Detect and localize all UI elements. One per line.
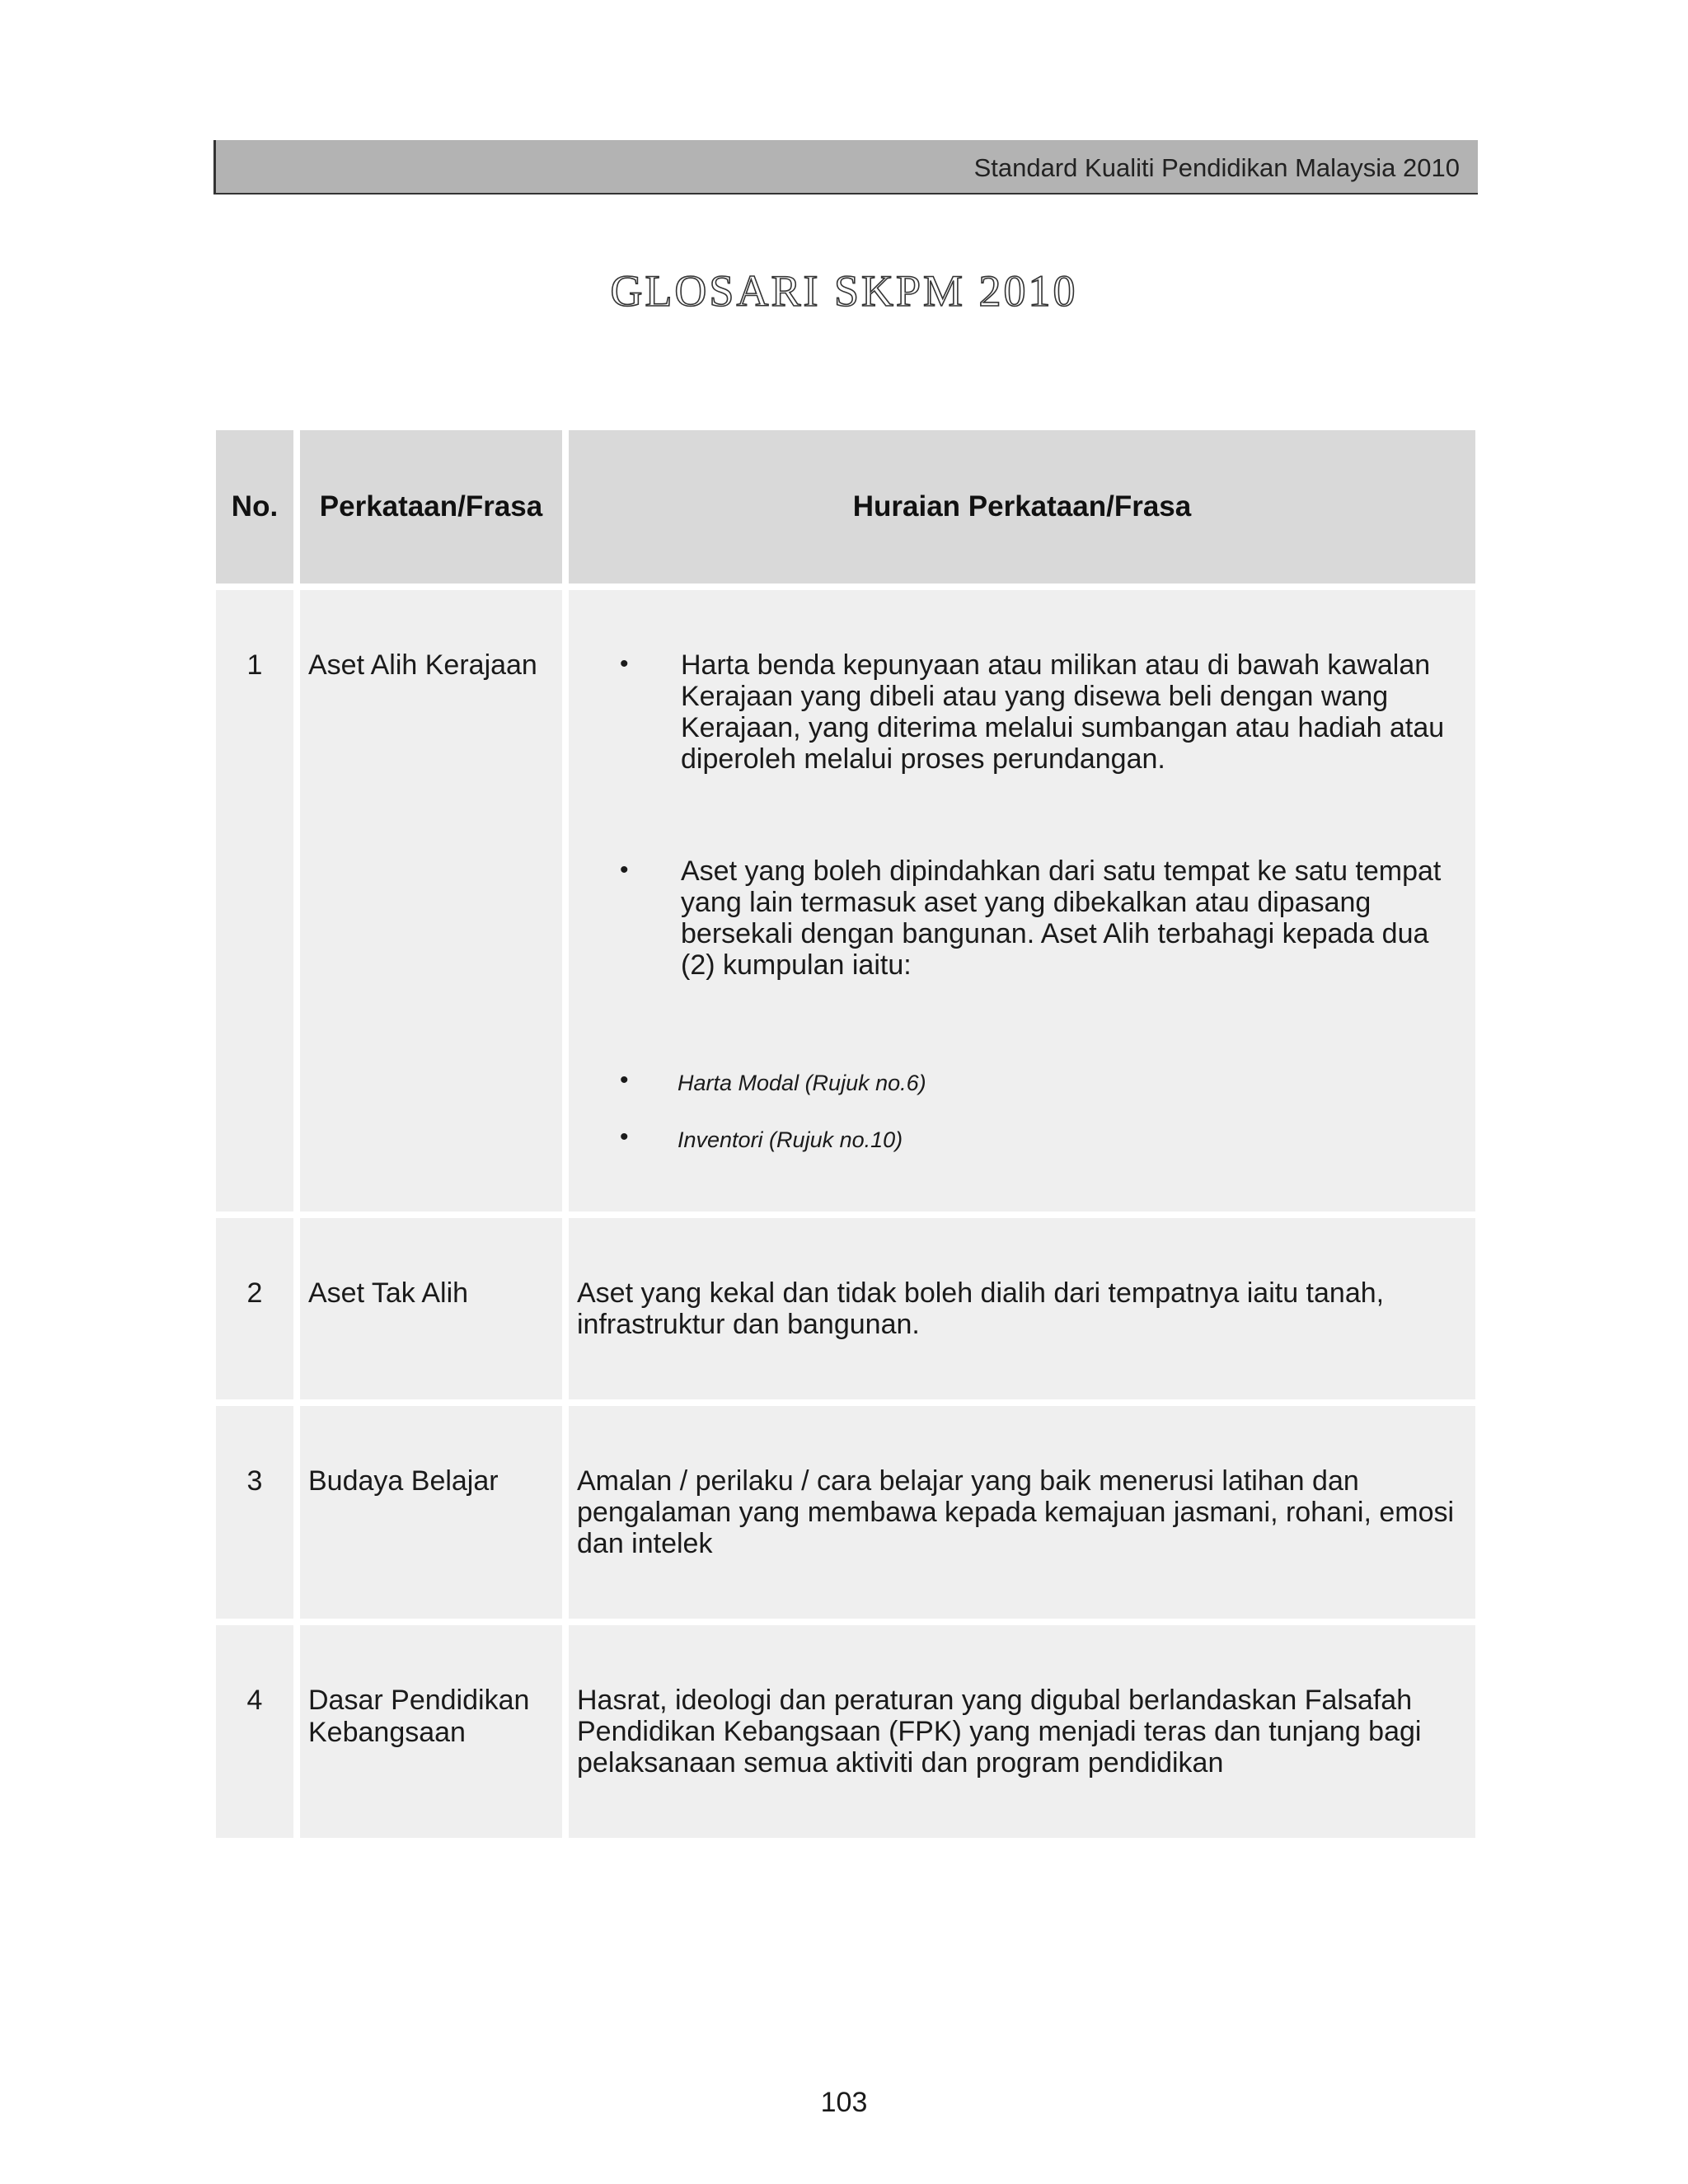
bullet-mark: • xyxy=(620,1066,629,1094)
row-4-number: 4 xyxy=(246,1685,263,1716)
table-row-1-no-cell xyxy=(216,590,293,1212)
running-header-title: Standard Kualiti Pendidikan Malaysia 2010 xyxy=(973,153,1460,182)
row-1-number: 1 xyxy=(246,649,263,681)
page-title: GLOSARI SKPM 2010 xyxy=(610,266,1078,316)
table-row-3-description-cell xyxy=(569,1406,1475,1619)
header-term-label: Perkataan/Frasa xyxy=(319,490,543,523)
page-number: 103 xyxy=(820,2087,868,2118)
table-header-term xyxy=(300,430,562,583)
row-1-bullet-1: Harta benda kepunyaan atau milikan atau di bawah kawalan Kerajaan yang dibeli atau yang disewa beli dengan wang Kerajaan, yang diterima melalui sumbangan atau hadiah atau diperoleh melalui proses perundangan. xyxy=(681,649,1445,775)
header-no-label: No. xyxy=(231,490,279,523)
table-row-4-no-cell xyxy=(216,1625,293,1838)
row-1-sub-bullet-1: Harta Modal (Rujuk no.6) xyxy=(678,1071,926,1095)
row-2-number: 2 xyxy=(246,1277,263,1309)
row-4-description: Hasrat, ideologi dan peraturan yang digubal berlandaskan Falsafah Pendidikan Kebangsaan (FPK) yang menjadi teras dan tunjang bagi pelaksanaan semua aktiviti dan program pendidikan xyxy=(577,1685,1422,1779)
bullet-mark: • xyxy=(620,1123,629,1151)
table-row-2-term-cell xyxy=(300,1218,562,1399)
row-3-number: 3 xyxy=(246,1465,263,1497)
table-header-no xyxy=(216,430,293,583)
bullet-mark: • xyxy=(620,856,629,883)
header-description-label: Huraian Perkataan/Frasa xyxy=(852,490,1192,523)
table-row-2-no-cell xyxy=(216,1218,293,1399)
running-header-bar xyxy=(213,140,1478,194)
table-row-4-term-cell xyxy=(300,1625,562,1838)
row-2-description: Aset yang kekal dan tidak boleh dialih dari tempatnya iaitu tanah, infrastruktur dan bangunan. xyxy=(577,1277,1385,1340)
row-3-description: Amalan / perilaku / cara belajar yang baik menerusi latihan dan pengalaman yang membawa kepada kemajuan jasmani, rohani, emosi dan intelek xyxy=(577,1465,1455,1559)
row-1-bullet-2: Aset yang boleh dipindahkan dari satu tempat ke satu tempat yang lain termasuk aset yang dibekalkan atau dipasang bersekali dengan bangunan. Aset Alih terbahagi kepada dua (2) kumpulan iaitu: xyxy=(681,855,1442,981)
table-row-4-description-cell xyxy=(569,1625,1475,1838)
row-1-sub-bullet-2: Inventori (Rujuk no.10) xyxy=(678,1127,903,1152)
bullet-mark: • xyxy=(620,650,629,677)
table-row-1-description-cell xyxy=(569,590,1475,1212)
row-2-term: Aset Tak Alih xyxy=(308,1277,469,1309)
table-header-description xyxy=(569,430,1475,583)
row-4-term: Dasar Pendidikan Kebangsaan xyxy=(308,1685,530,1748)
table-row-1-term-cell xyxy=(300,590,562,1212)
table-row-3-no-cell xyxy=(216,1406,293,1619)
row-3-term: Budaya Belajar xyxy=(308,1465,499,1497)
table-row-3-term-cell xyxy=(300,1406,562,1619)
table-row-2-description-cell xyxy=(569,1218,1475,1399)
row-1-term: Aset Alih Kerajaan xyxy=(308,649,537,681)
